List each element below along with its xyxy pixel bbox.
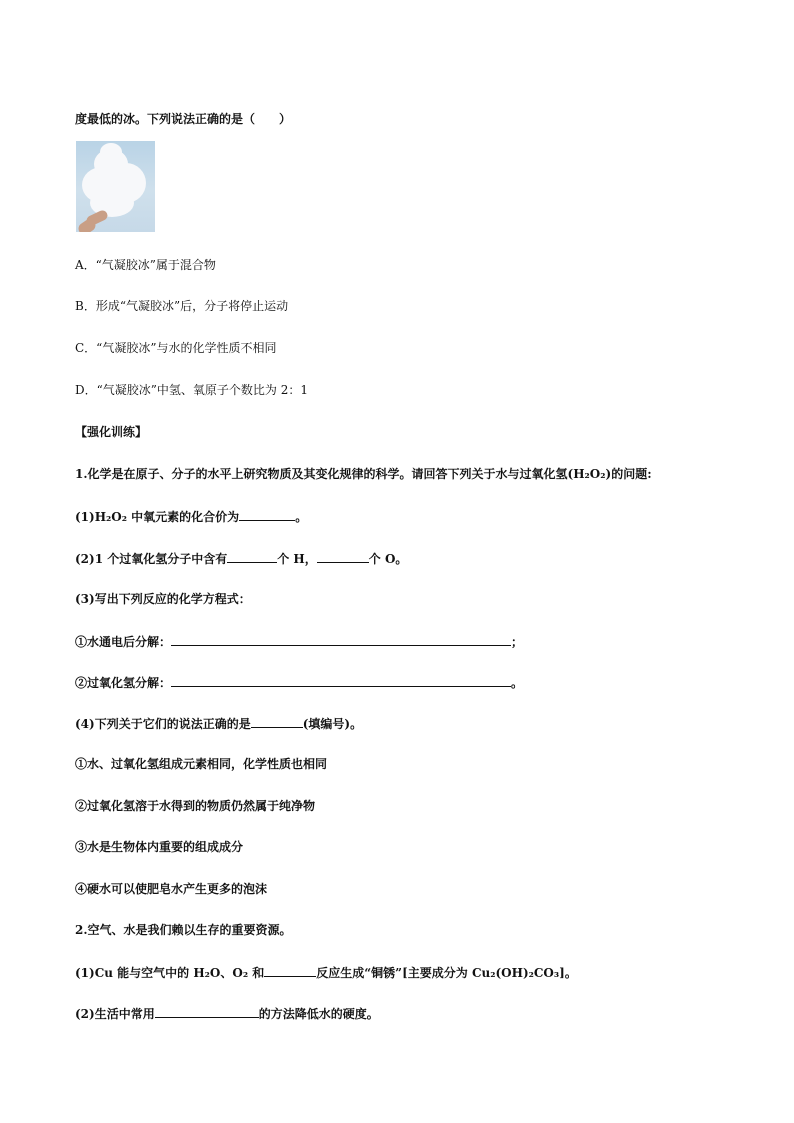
statement-4: ④硬水可以使肥皂水产生更多的泡沫	[75, 882, 268, 896]
q1-3a-text: ①水通电后分解：	[75, 635, 172, 649]
answer-blank[interactable]	[264, 964, 316, 977]
q1-4-end: (填编号)。	[302, 717, 363, 731]
question-1-part-1	[75, 508, 307, 525]
option-b: B．形成“气凝胶冰”后，分子将停止运动	[75, 299, 289, 313]
answer-blank[interactable]	[251, 715, 303, 728]
q1-2-mid: 个 H，	[277, 552, 317, 566]
answer-blank[interactable]	[171, 633, 511, 646]
answer-blank[interactable]	[155, 1005, 259, 1018]
question-1-part-2	[75, 550, 407, 567]
answer-blank[interactable]	[227, 550, 277, 563]
answer-blank[interactable]	[171, 674, 511, 687]
q1-4-text: (4)下列关于它们的说法正确的是	[75, 717, 251, 731]
option-c: C．“气凝胶冰”与水的化学性质不相同	[75, 341, 277, 355]
question-1: 1.化学是在原子、分子的水平上研究物质及其变化规律的科学。请回答下列关于水与过氧化氢(H₂O₂)的问题:	[75, 467, 652, 481]
equation-water-electrolysis	[75, 633, 523, 650]
question-2-part-1	[75, 964, 577, 981]
answer-blank[interactable]	[239, 508, 295, 521]
equation-peroxide-decomposition	[75, 674, 523, 691]
q2-1-end: 反应生成“铜锈”[主要成分为 Cu₂(OH)₂CO₃]。	[316, 966, 577, 980]
question-1-part-4	[75, 715, 362, 732]
answer-blank[interactable]	[317, 550, 369, 563]
question-1-part-3: (3)写出下列反应的化学方程式：	[75, 592, 251, 606]
q1-3b-text: ②过氧化氢分解：	[75, 676, 172, 690]
statement-2: ②过氧化氢溶于水得到的物质仍然属于纯净物	[75, 799, 316, 813]
option-d: D．“气凝胶冰”中氢、氧原子个数比为 2：1	[75, 383, 308, 397]
q1-3b-end: 。	[511, 676, 524, 690]
q1-1-end: 。	[295, 510, 308, 524]
statement-1: ①水、过氧化氢组成元素相同，化学性质也相同	[75, 757, 328, 771]
q2-2-end: 的方法降低水的硬度。	[258, 1007, 379, 1021]
question-2: 2.空气、水是我们赖以生存的重要资源。	[75, 923, 292, 937]
q2-1-text: (1)Cu 能与空气中的 H₂O、O₂ 和	[75, 966, 265, 980]
q1-2-end: 个 O。	[368, 552, 408, 566]
q1-3a-end: ；	[511, 635, 524, 649]
question-stem: 度最低的冰。下列说法正确的是（ ）	[75, 112, 292, 126]
q1-1-text: (1)H₂O₂ 中氧元素的化合价为	[75, 510, 240, 524]
statement-3: ③水是生物体内重要的组成成分	[75, 840, 244, 854]
q2-2-text: (2)生活中常用	[75, 1007, 155, 1021]
option-a: A．“气凝胶冰”属于混合物	[75, 258, 216, 272]
question-2-part-2	[75, 1005, 379, 1022]
q1-2-text: (2)1 个过氧化氢分子中含有	[75, 552, 228, 566]
section-heading: 【强化训练】	[75, 425, 148, 439]
aerogel-ice-photo	[76, 141, 155, 232]
